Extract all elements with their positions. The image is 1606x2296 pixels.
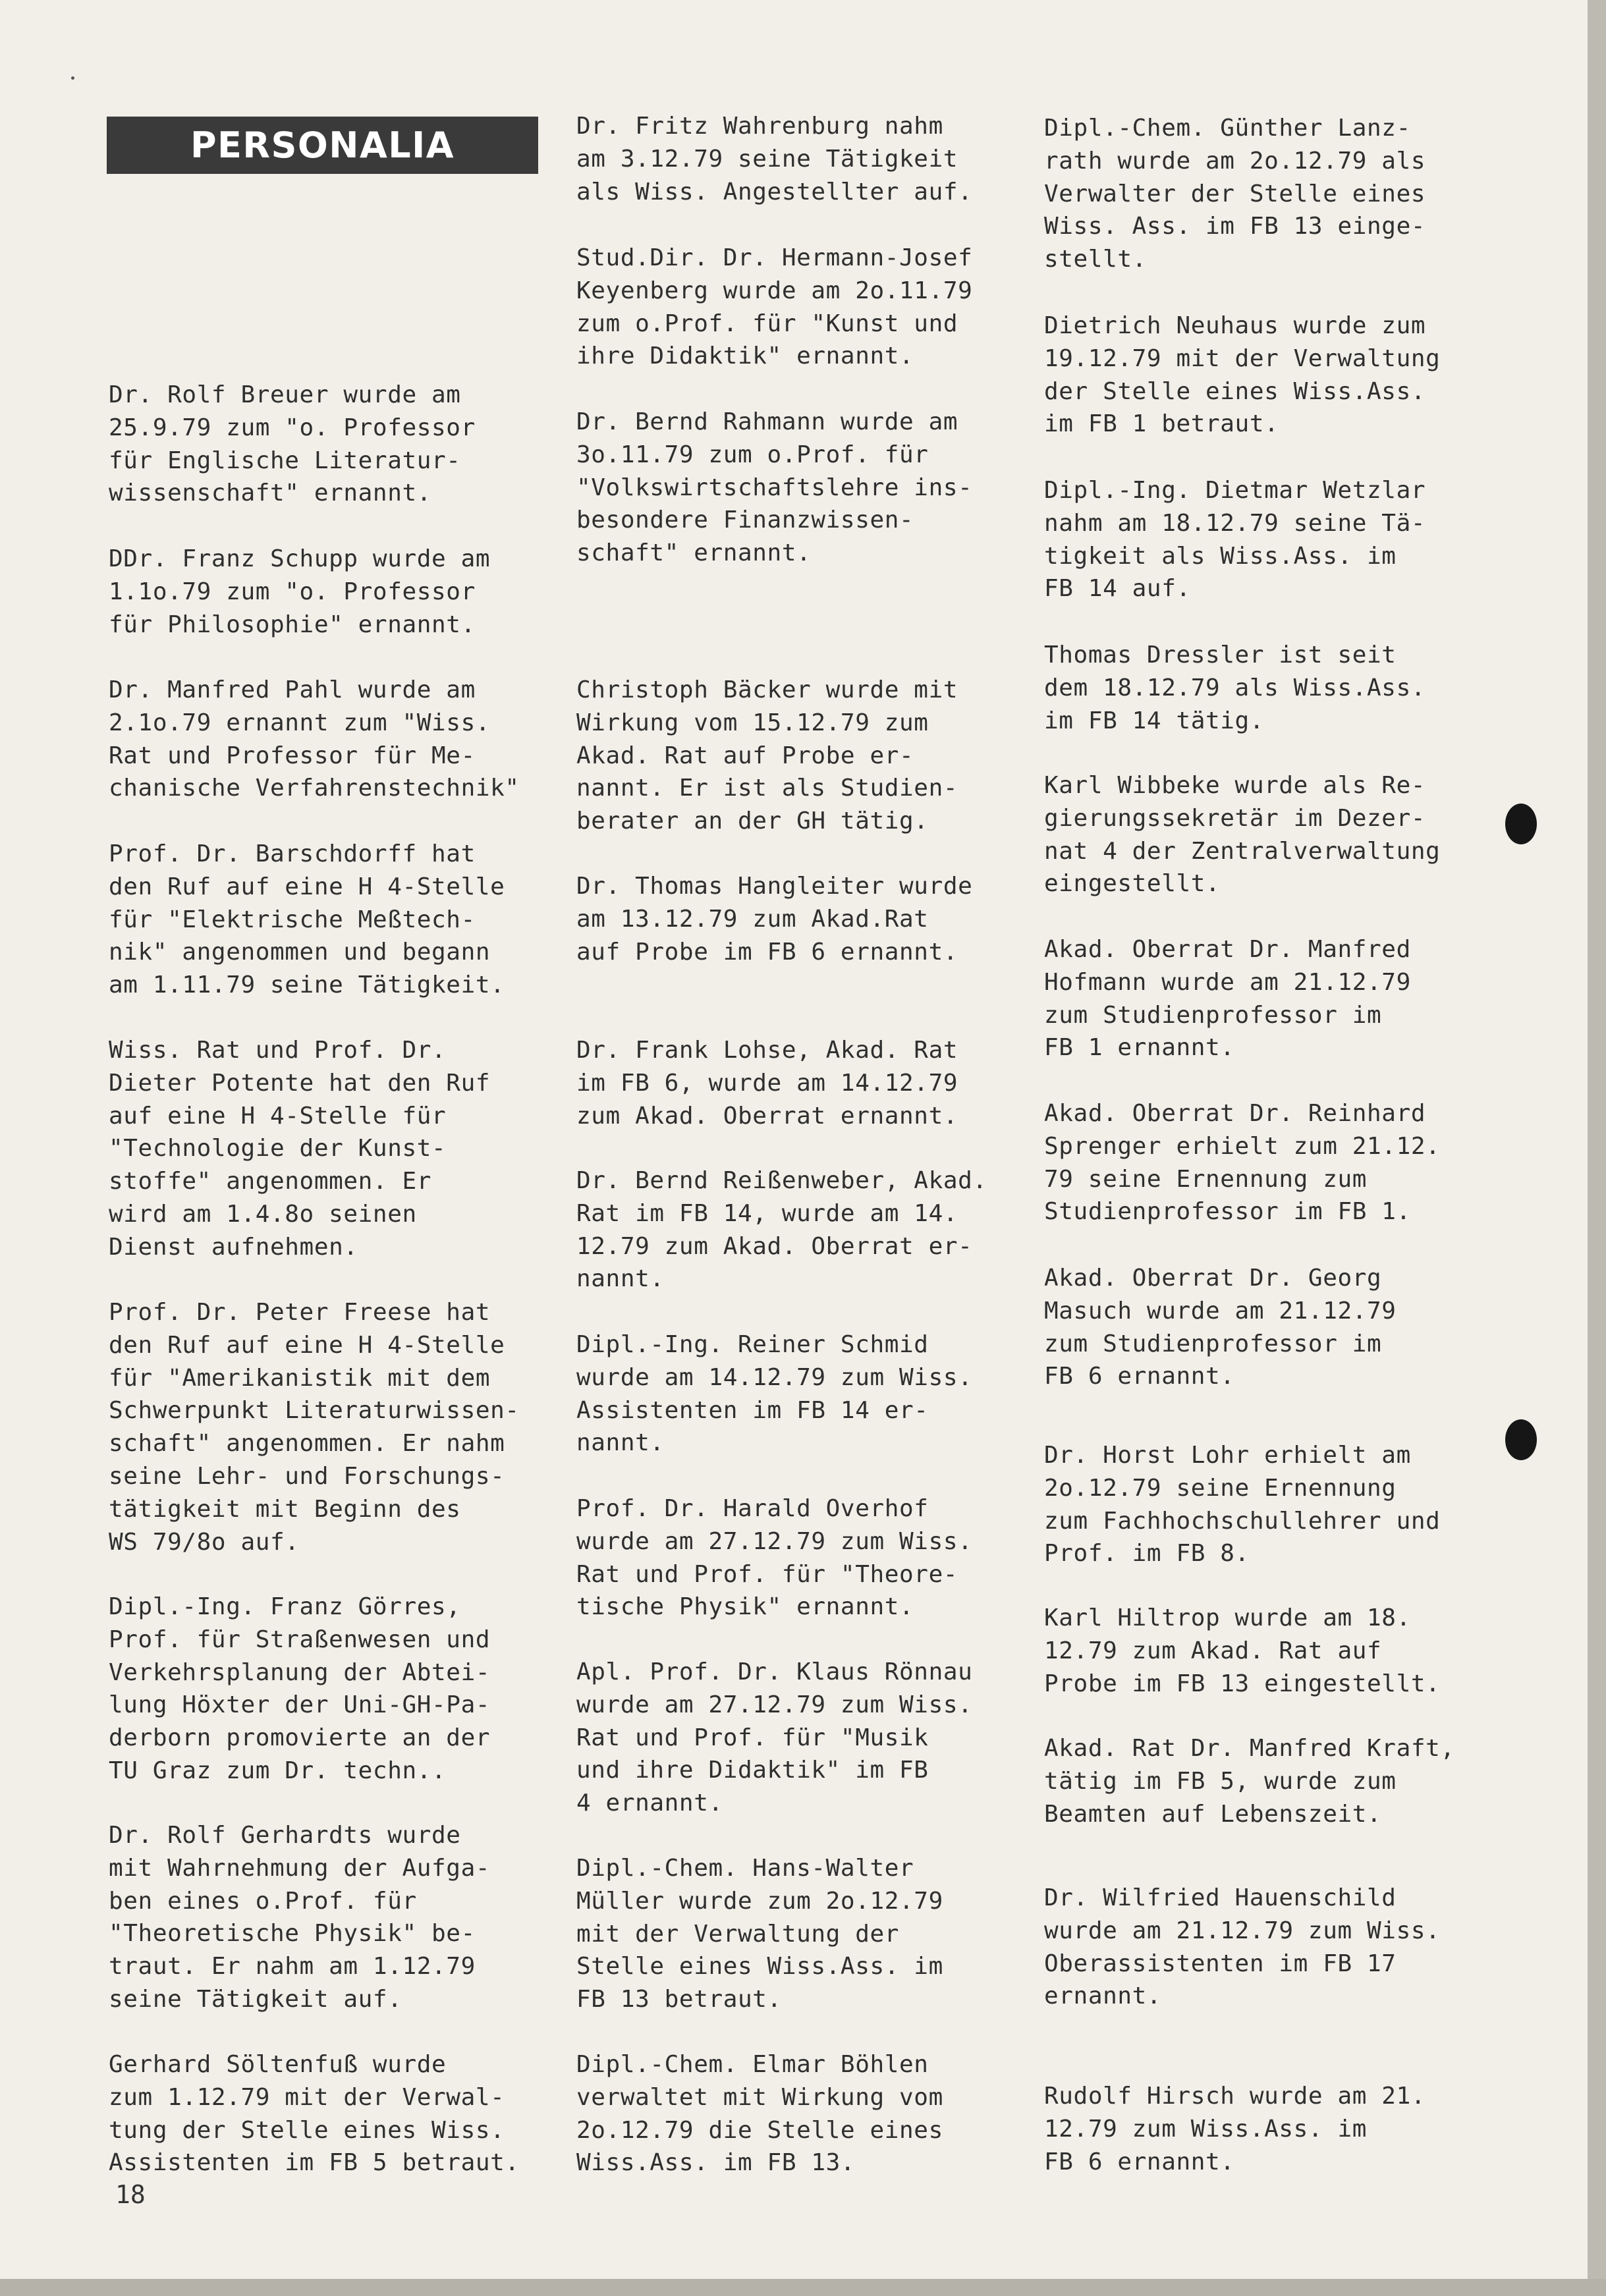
entry-line: FB 6 ernannt.: [1044, 2148, 1235, 2175]
entry-line: "Technologie der Kunst-: [109, 1135, 447, 1162]
entry-line: Akad. Oberrat Dr. Georg: [1044, 1265, 1382, 1292]
entry-line: Wiss.Ass. im FB 13.: [576, 2149, 856, 2177]
entry-line: nannt.: [576, 1429, 665, 1457]
entry: [1044, 474, 1426, 605]
entry-line: seine Lehr- und Forschungs-: [109, 1462, 505, 1490]
entry-line: tung der Stelle eines Wiss.: [109, 2116, 505, 2144]
entry: [576, 1034, 958, 1132]
entry: [1044, 112, 1426, 276]
entry-line: den Ruf auf eine H 4-Stelle: [109, 1331, 505, 1359]
entry-line: 3o.11.79 zum o.Prof. für: [576, 441, 929, 468]
entry-line: für "Elektrische Meßtech-: [109, 906, 476, 933]
entry-line: tische Physik" ernannt.: [576, 1593, 914, 1621]
entry: [109, 2048, 520, 2179]
entry-line: tätig im FB 5, wurde zum: [1044, 1767, 1397, 1795]
entry-line: 19.12.79 mit der Verwaltung: [1044, 344, 1441, 372]
entry-line: 12.79 zum Wiss.Ass. im: [1044, 2115, 1368, 2143]
entry: [576, 1656, 972, 1820]
entry-line: Dr. Rolf Gerhardts wurde: [109, 1822, 461, 1849]
entry-line: Assistenten im FB 5 betraut.: [109, 2149, 520, 2177]
entry-line: Christoph Bäcker wurde mit: [576, 676, 958, 703]
entry-line: berater an der GH tätig.: [576, 807, 929, 835]
entry-line: Dipl.-Chem. Elmar Böhlen: [576, 2051, 929, 2078]
entry-line: "Volkswirtschaftslehre ins-: [576, 474, 973, 501]
entry-line: Akad. Oberrat Dr. Manfred: [1044, 936, 1411, 963]
entry-line: 79 seine Ernennung zum: [1044, 1165, 1368, 1193]
entry-line: am 13.12.79 zum Akad.Rat: [576, 905, 929, 933]
entry-line: der Stelle eines Wiss.Ass.: [1044, 377, 1426, 405]
entry-line: FB 14 auf.: [1044, 575, 1191, 603]
entry-line: Gerhard Söltenfuß wurde: [109, 2051, 447, 2078]
entry: [576, 110, 972, 208]
entry-line: mit der Verwaltung der: [576, 1920, 900, 1948]
entry-line: stoffe" angenommen. Er: [109, 1168, 432, 1195]
entry-line: Rat und Professor für Me-: [109, 742, 476, 769]
entry-line: gierungssekretär im Dezer-: [1044, 804, 1426, 832]
section-header: [107, 117, 538, 174]
entry-line: 12.79 zum Akad. Rat auf: [1044, 1637, 1382, 1664]
entry-line: Studienprofessor im FB 1.: [1044, 1198, 1411, 1226]
entry-line: Dr. Bernd Rahmann wurde am: [576, 408, 958, 435]
entry-line: Dipl.-Ing. Reiner Schmid: [576, 1331, 929, 1358]
entry-line: Dieter Potente hat den Ruf: [109, 1069, 491, 1097]
entry-line: auf Probe im FB 6 ernannt.: [576, 938, 958, 966]
entry-line: Dipl.-Ing. Franz Görres,: [109, 1593, 461, 1620]
entry: [1044, 639, 1426, 737]
entry: [1044, 1439, 1440, 1570]
entry-line: Masuch wurde am 21.12.79: [1044, 1297, 1397, 1325]
entry-line: im FB 6, wurde am 14.12.79: [576, 1069, 958, 1097]
entry-line: 4 ernannt.: [576, 1790, 723, 1817]
entry-line: Akad. Rat auf Probe er-: [576, 742, 914, 769]
entry-line: Prof. Dr. Barschdorff hat: [109, 840, 476, 867]
entry-line: Dr. Manfred Pahl wurde am: [109, 676, 476, 703]
entry-line: Dipl.-Chem. Günther Lanz-: [1044, 115, 1411, 142]
entry-line: Thomas Dressler ist seit: [1044, 642, 1397, 669]
entry: [1044, 933, 1411, 1064]
entry-line: verwaltet mit Wirkung vom: [576, 2083, 943, 2111]
entry: [109, 838, 505, 1002]
entry: [1044, 1882, 1440, 2013]
entry-line: WS 79/8o auf.: [109, 1528, 300, 1556]
entry-line: dem 18.12.79 als Wiss.Ass.: [1044, 674, 1426, 701]
punch-hole: [1505, 804, 1537, 844]
entry-line: Rat im FB 14, wurde am 14.: [576, 1199, 958, 1227]
entry-line: als Wiss. Angestellter auf.: [576, 178, 973, 205]
entry-line: Probe im FB 13 eingestellt.: [1044, 1670, 1441, 1697]
entry-line: am 1.11.79 seine Tätigkeit.: [109, 971, 505, 999]
entry-line: Wiss. Ass. im FB 13 einge-: [1044, 213, 1426, 240]
entry: [576, 1164, 987, 1296]
entry-line: nannt.: [576, 1265, 665, 1293]
entry: [576, 1852, 943, 2016]
entry-line: auf eine H 4-Stelle für: [109, 1102, 447, 1130]
entry-line: im FB 14 tätig.: [1044, 707, 1265, 734]
entry-line: "Theoretische Physik" be-: [109, 1920, 476, 1948]
entry-line: Hofmann wurde am 21.12.79: [1044, 968, 1411, 996]
entry: [1044, 1602, 1440, 1700]
entry-line: wissenschaft" ernannt.: [109, 479, 432, 507]
entry-line: ben eines o.Prof. für: [109, 1887, 417, 1915]
entry-line: Oberassistenten im FB 17: [1044, 1950, 1397, 1977]
entry-line: im FB 1 betraut.: [1044, 410, 1279, 438]
entry-line: nik" angenommen und begann: [109, 939, 491, 966]
entry: [1044, 1262, 1397, 1393]
entry-line: wurde am 21.12.79 zum Wiss.: [1044, 1917, 1441, 1944]
entry: [109, 1591, 490, 1788]
entry-line: 2o.12.79 seine Ernennung: [1044, 1474, 1397, 1502]
entry-line: Dr. Fritz Wahrenburg nahm: [576, 113, 943, 140]
entry-line: chanische Verfahrenstechnik": [109, 775, 520, 802]
entry-line: für Philosophie" ernannt.: [109, 611, 476, 638]
entry-line: Keyenberg wurde am 2o.11.79: [576, 277, 973, 304]
entry-line: Stud.Dir. Dr. Hermann-Josef: [576, 244, 973, 271]
entry-line: Schwerpunkt Literaturwissen-: [109, 1397, 520, 1425]
entry-line: Dr. Thomas Hangleiter wurde: [576, 873, 973, 900]
entry-line: Dipl.-Chem. Hans-Walter: [576, 1855, 914, 1882]
entry: [109, 1296, 520, 1558]
page-bottom-edge: [0, 2279, 1606, 2296]
entry: [576, 2048, 943, 2179]
entry-line: eingestellt.: [1044, 870, 1221, 898]
entry-line: nahm am 18.12.79 seine Tä-: [1044, 509, 1426, 537]
page-edge: [1588, 0, 1606, 2296]
entry-line: zum 1.12.79 mit der Verwal-: [109, 2083, 505, 2111]
entry-line: zum Fachhochschullehrer und: [1044, 1507, 1441, 1535]
entry-line: mit Wahrnehmung der Aufga-: [109, 1854, 491, 1882]
entry-line: für Englische Literatur-: [109, 447, 461, 474]
entry: [576, 674, 958, 838]
entry-line: Dienst aufnehmen.: [109, 1233, 358, 1261]
entry-line: für "Amerikanistik mit dem: [109, 1364, 491, 1392]
entry-line: Prof. Dr. Peter Freese hat: [109, 1299, 491, 1326]
entry-line: FB 13 betraut.: [576, 1986, 782, 2013]
entry-line: Dr. Frank Lohse, Akad. Rat: [576, 1037, 958, 1064]
entry: [1044, 1097, 1440, 1228]
entry: [109, 674, 520, 805]
entry-line: am 3.12.79 seine Tätigkeit: [576, 145, 958, 173]
entry-line: Stelle eines Wiss.Ass. im: [576, 1953, 943, 1981]
entry-line: Prof. für Straßenwesen und: [109, 1626, 491, 1653]
entry-line: nannt. Er ist als Studien-: [576, 775, 958, 802]
entry-line: Rudolf Hirsch wurde am 21.: [1044, 2083, 1426, 2110]
entry-line: FB 6 ernannt.: [1044, 1363, 1235, 1390]
entry-line: Verkehrsplanung der Abtei-: [109, 1658, 491, 1686]
entry-line: Müller wurde zum 2o.12.79: [576, 1887, 943, 1915]
entry-line: TU Graz zum Dr. techn..: [109, 1757, 447, 1784]
entry-line: Sprenger erhielt zum 21.12.: [1044, 1132, 1441, 1160]
entry-line: 12.79 zum Akad. Oberrat er-: [576, 1232, 973, 1260]
entry-line: 2.1o.79 ernannt zum "Wiss.: [109, 709, 491, 736]
entry-line: Rat und Prof. für "Musik: [576, 1724, 929, 1751]
entry: [576, 242, 972, 373]
entry: [576, 870, 972, 968]
entry-line: traut. Er nahm am 1.12.79: [109, 1953, 476, 1981]
entry-line: 1.1o.79 zum "o. Professor: [109, 578, 476, 605]
entry: [1044, 2080, 1426, 2178]
entry-line: 2o.12.79 die Stelle eines: [576, 2116, 943, 2144]
entry-line: Prof. Dr. Harald Overhof: [576, 1495, 929, 1522]
entry: [109, 543, 490, 641]
entry-line: rath wurde am 2o.12.79 als: [1044, 147, 1426, 175]
entry-line: schaft" ernannt.: [576, 539, 812, 567]
entry-line: Assistenten im FB 14 er-: [576, 1396, 929, 1424]
entry-line: 25.9.79 zum "o. Professor: [109, 414, 476, 441]
entry-line: besondere Finanzwissen-: [576, 506, 914, 534]
entry-line: ihre Didaktik" ernannt.: [576, 342, 914, 370]
entry: [576, 1492, 972, 1624]
entry-line: Dr. Bernd Reißenweber, Akad.: [576, 1167, 987, 1194]
entry-line: Apl. Prof. Dr. Klaus Rönnau: [576, 1658, 973, 1685]
entry-line: Akad. Rat Dr. Manfred Kraft,: [1044, 1735, 1455, 1762]
entry-line: tigkeit als Wiss.Ass. im: [1044, 542, 1397, 570]
entry: [576, 1328, 972, 1460]
entry-line: Prof. im FB 8.: [1044, 1540, 1250, 1568]
entry: [109, 1819, 490, 2016]
entry-line: und ihre Didaktik" im FB: [576, 1757, 929, 1784]
entry-line: Wiss. Rat und Prof. Dr.: [109, 1037, 447, 1064]
entry: [1044, 310, 1440, 441]
entry-line: wurde am 14.12.79 zum Wiss.: [576, 1363, 973, 1391]
entry-line: FB 1 ernannt.: [1044, 1034, 1235, 1062]
entry-line: Dr. Wilfried Hauenschild: [1044, 1884, 1397, 1911]
entry-line: den Ruf auf eine H 4-Stelle: [109, 873, 505, 900]
entry-line: Rat und Prof. für "Theore-: [576, 1560, 958, 1588]
punch-hole: [1505, 1419, 1537, 1460]
entry-line: schaft" angenommen. Er nahm: [109, 1430, 505, 1458]
entry-line: Beamten auf Lebenszeit.: [1044, 1800, 1382, 1828]
entry: [576, 406, 972, 570]
entry-line: tätigkeit mit Beginn des: [109, 1495, 461, 1523]
entry-line: derborn promovierte an der: [109, 1724, 491, 1752]
entry: [109, 1034, 490, 1264]
section-header-title: PERSONALIA: [190, 124, 455, 166]
entry-line: DDr. Franz Schupp wurde am: [109, 545, 491, 572]
entry-line: wurde am 27.12.79 zum Wiss.: [576, 1527, 973, 1555]
entry-line: zum Akad. Oberrat ernannt.: [576, 1102, 958, 1130]
entry-line: seine Tätigkeit auf.: [109, 1985, 402, 2013]
entry-line: zum o.Prof. für "Kunst und: [576, 310, 958, 337]
entry-line: Dr. Rolf Breuer wurde am: [109, 381, 461, 408]
entry-line: Verwalter der Stelle eines: [1044, 180, 1426, 207]
entry-line: Dipl.-Ing. Dietmar Wetzlar: [1044, 477, 1426, 504]
page-number: 18: [115, 2180, 146, 2209]
entry-line: Akad. Oberrat Dr. Reinhard: [1044, 1100, 1426, 1127]
entry: [109, 379, 476, 510]
entry-line: Karl Hiltrop wurde am 18.: [1044, 1604, 1411, 1631]
paper-speck: [71, 76, 74, 80]
entry-line: nat 4 der Zentralverwaltung: [1044, 837, 1441, 865]
entry-line: Wirkung vom 15.12.79 zum: [576, 709, 929, 736]
entry-line: Dietrich Neuhaus wurde zum: [1044, 312, 1426, 339]
entry-line: wird am 1.4.8o seinen: [109, 1200, 417, 1228]
entry: [1044, 769, 1440, 900]
entry-line: stellt.: [1044, 246, 1147, 273]
entry-line: lung Höxter der Uni-GH-Pa-: [109, 1691, 491, 1719]
entry-line: Karl Wibbeke wurde als Re-: [1044, 772, 1426, 799]
entry-line: zum Studienprofessor im: [1044, 1001, 1382, 1029]
entry: [1044, 1732, 1455, 1830]
entry-line: wurde am 27.12.79 zum Wiss.: [576, 1691, 973, 1718]
entry-line: ernannt.: [1044, 1982, 1162, 2010]
entry-line: Dr. Horst Lohr erhielt am: [1044, 1442, 1411, 1469]
entry-line: zum Studienprofessor im: [1044, 1330, 1382, 1357]
